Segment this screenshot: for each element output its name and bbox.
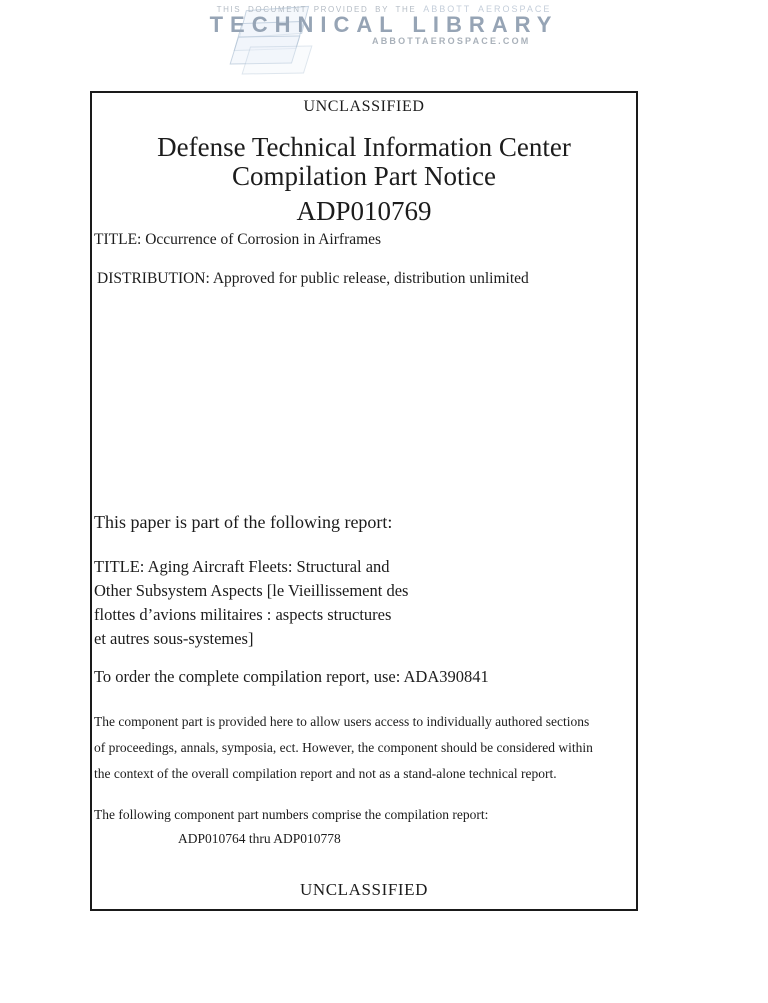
classification-banner-bottom: UNCLASSIFIED <box>299 880 429 899</box>
classification-banner-top: UNCLASSIFIED <box>303 98 425 115</box>
org-title-line1: Defense Technical Information Center <box>157 132 571 162</box>
technical-library-title: TECHNICAL LIBRARY <box>209 12 559 37</box>
website-text: ABBOTTAEROSPACE.COM <box>372 36 531 46</box>
report-title-line: flottes d’avions militaires : aspects structures <box>94 605 392 624</box>
paper-title-line: TITLE: Occurrence of Corrosion in Airframes <box>94 231 382 248</box>
component-note-line: the context of the overall compilation report and not as a stand-alone technical report. <box>94 766 557 781</box>
org-title-line2: Compilation Part Notice <box>232 161 496 191</box>
comprise-line: The following component part numbers comprise the compilation report: <box>94 807 489 822</box>
component-note-line: of proceedings, annals, symposia, ect. However, the component should be considered within <box>94 740 593 755</box>
watermark-sheet <box>242 45 313 74</box>
report-title-block <box>94 555 408 651</box>
distribution-statement: DISTRIBUTION: Approved for public release, distribution unlimited <box>97 270 529 287</box>
report-title-line: Other Subsystem Aspects [le Vieillissement des <box>94 581 409 600</box>
part-of-heading: This paper is part of the following report: <box>94 512 393 532</box>
component-note-line: The component part is provided here to allow users access to individually authored sections <box>94 714 590 729</box>
adp-number: ADP010769 <box>296 196 432 226</box>
component-note-paragraph <box>94 709 593 787</box>
part-number-range: ADP010764 thru ADP010778 <box>178 831 341 846</box>
document-main-title <box>92 133 636 191</box>
brand-text: ABBOTT AEROSPACE <box>423 4 552 14</box>
notice-box <box>90 91 638 911</box>
report-title-line: TITLE: Aging Aircraft Fleets: Structural and <box>94 557 390 576</box>
order-instruction-line: To order the complete compilation report, use: ADA390841 <box>94 667 489 686</box>
report-title-line: et autres sous-systemes] <box>94 629 254 648</box>
technical-library-header <box>0 0 768 70</box>
provided-by-text: THIS DOCUMENT PROVIDED BY THE <box>216 5 417 14</box>
